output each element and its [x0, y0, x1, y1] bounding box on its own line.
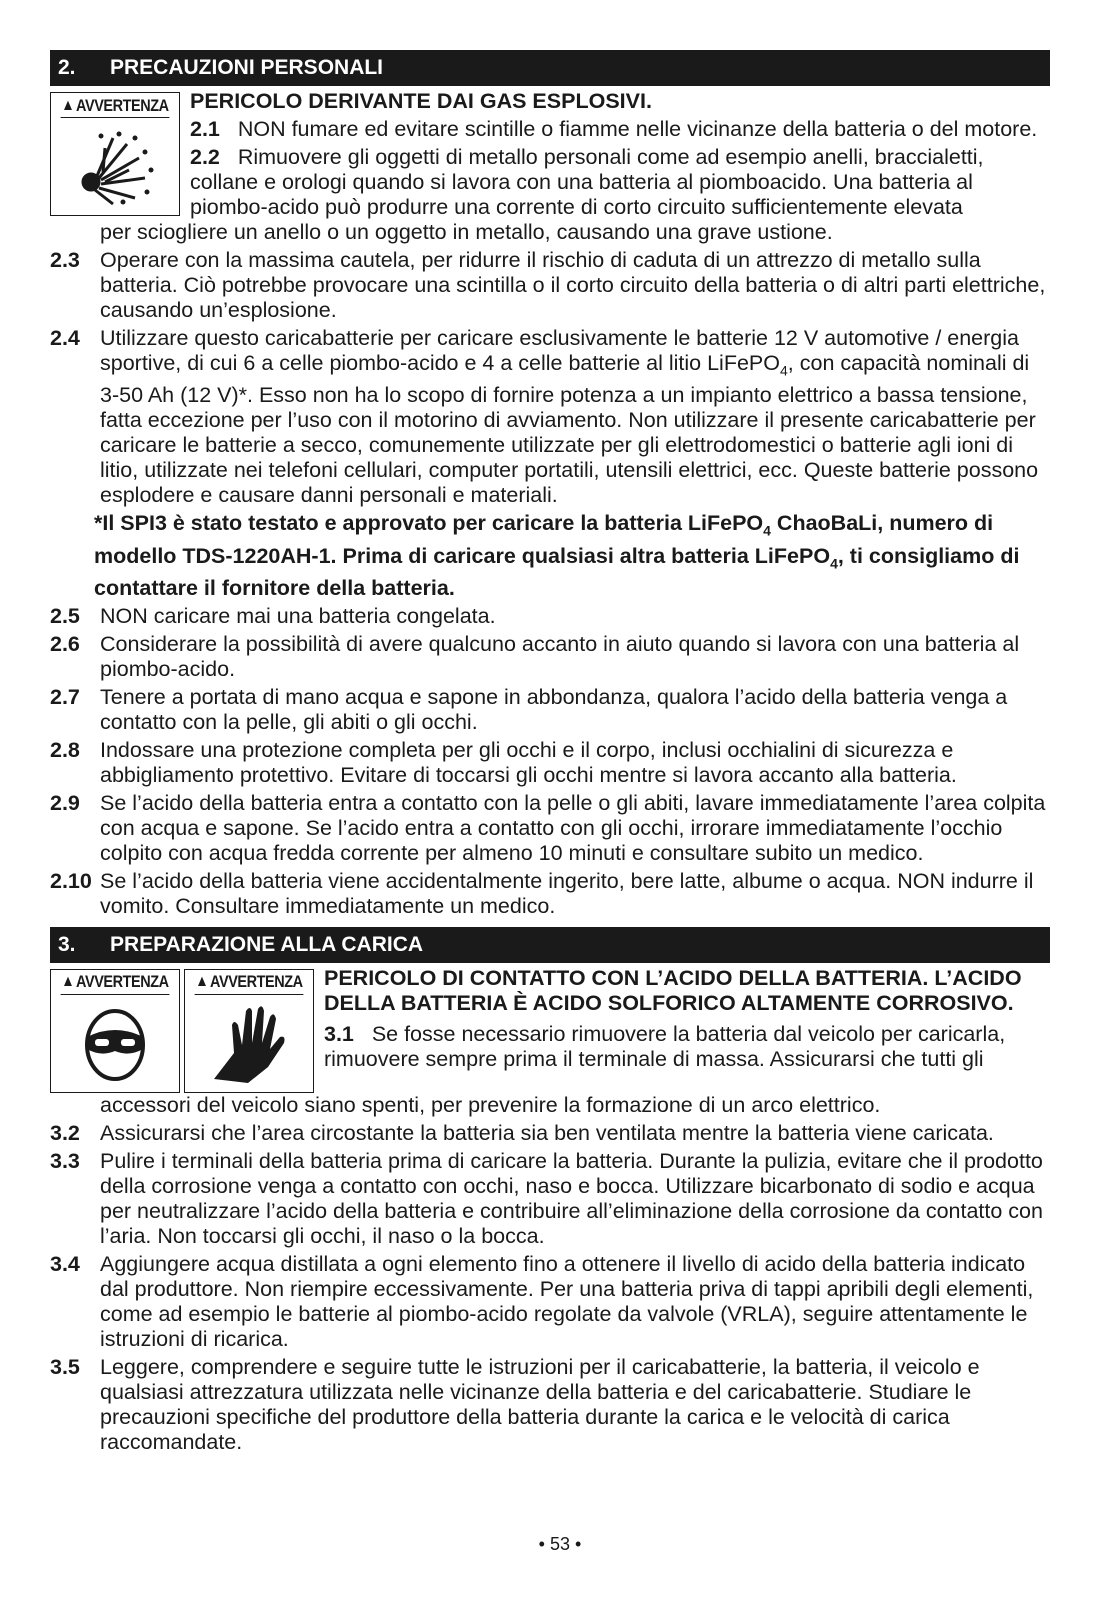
- section-2-header: [50, 50, 1050, 86]
- section-number: 3.: [58, 932, 76, 956]
- glove-icon: [185, 995, 313, 1091]
- lifepo4-note: *Il SPI3 è stato testato e approvato per caricare la batteria LiFePO$_4$ ChaoBaLi, numero di modello TDS-1220AH-1. Prima di caricare qualsiasi altra batteria LiFePO$_4$, ti consigliamo di contattare il fornitore della batteria.: [94, 511, 1020, 600]
- item-3-5: 3.5 Leggere, comprendere e seguire tutte le istruzioni per il caricabatterie, la batteria, il veicolo e qualsiasi attrezzatura utilizzata nelle vicinanze della batteria e del caricabatterie. Studiare le precauzioni specifiche del produttore della batteria durante la carica e le velocità di carica raccomandate.: [50, 1354, 980, 1454]
- item-2-9: 2.9 Se l’acido della batteria entra a contatto con la pelle o gli abiti, lavare immediatamente l’area colpita con acqua e sapone. Se l’acido entra a contatto con gli occhi, irrorare immediatamente l’occhio colpito con acqua fredda corrente per almeno 10 minuti e consultare subito un medico.: [50, 790, 1046, 865]
- warning-triangle-icon: ▲: [195, 973, 209, 991]
- safety-goggles-icon: [51, 995, 179, 1091]
- warning-box-glove: [184, 969, 314, 1093]
- item-3-4: 3.4 Aggiungere acqua distillata a ogni elemento fino a ottenere il livello di acido della batteria indicato dal produttore. Non riempire eccessivamente. Per una batteria priva di tappi apribili degli elementi, come ad esempio le batterie al piombo-acido regolate da valvole (VRLA), seguire attentamente le istruzioni di ricarica.: [50, 1251, 1034, 1351]
- item-3-3: 3.3 Pulire i terminali della batteria prima di caricare la batteria. Durante la pulizia, evitare che il prodotto della corrosione venga a contatto con occhi, naso e bocca. Utilizzare bicarbonato di sodio e acqua per neutralizzare l’acido della batteria e contribuire all’eliminazione della corrosione da contatto con l’aria. Non toccarsi gli occhi, il naso o la bocca.: [50, 1148, 1043, 1248]
- item-2-2: 2.2 Rimuovere gli oggetti di metallo personali come ad esempio anelli, braccialetti, collane e orologi quando si lavora con una batteria al piomboacido. Una batteria al piombo-acido può produrre una corrente di corto circuito sufficientemente elevata: [190, 145, 984, 219]
- hazard-heading: PERICOLO DERIVANTE DAI GAS ESPLOSIVI.: [190, 89, 652, 113]
- warning-triangle-icon: ▲: [61, 96, 75, 114]
- page-number: • 53 •: [538, 1534, 582, 1554]
- warning-block-acid: [50, 963, 1050, 1093]
- warning-block-explosive: [50, 86, 1050, 220]
- item-2-10: 2.10 Se l’acido della batteria viene accidentalmente ingerito, bere latte, albume o acqua. NON indurre il vomito. Consultare immediatamente un medico.: [50, 868, 1034, 918]
- item-2-2-continuation: per sciogliere un anello o un oggetto in metallo, causando una grave ustione.: [100, 220, 833, 244]
- warning-text: [190, 86, 1050, 220]
- section-3-header: [50, 927, 1050, 963]
- warning-label: ▲ AVVERTENZA: [195, 970, 304, 995]
- item-2-3: 2.3 Operare con la massima cautela, per ridurre il rischio di caduta di un attrezzo di metallo sulla batteria. Ciò potrebbe provocare una scintilla o il corto circuito della batteria o di altri parti elettriche, causando un’esplosione.: [50, 248, 1046, 322]
- hazard-heading: PERICOLO DI CONTATTO CON L’ACIDO DELLA BATTERIA. L’ACIDO DELLA BATTERIA È ACIDO SOLFORICO ALTAMENTE CORROSIVO.: [324, 965, 1022, 1015]
- item-2-4: 2.4 Utilizzare questo caricabatterie per caricare esclusivamente le batterie 12 V automotive / energia sportive, di cui 6 a celle piombo-acido e 4 a celle batterie al litio LiFePO$_4$, con capacità nominali di 3-50 Ah (12 V)*. Esso non ha lo scopo di fornire potenza a un impianto elettrico a bassa tensione, fatta eccezione per l’uso con il motorino di avviamento. Non utilizzare il presente caricabatterie per caricare le batterie a secco, comunemente utilizzate per gli elettrodomestici o batterie agli ioni di litio, utilizzate nei telefoni cellulari, computer portatili, utensili elettrici, ecc. Queste batterie possono esplodere e causare danni personali e materiali.: [50, 326, 1039, 508]
- warning-label: ▲ AVVERTENZA: [61, 93, 170, 118]
- explosion-icon: [51, 118, 179, 214]
- item-3-2: 3.2 Assicurarsi che l’area circostante la batteria sia ben ventilata mentre la batteria viene caricata.: [50, 1120, 994, 1145]
- section-number: 2.: [58, 56, 76, 79]
- item-2-7: 2.7 Tenere a portata di mano acqua e sapone in abbondanza, qualora l’acido della batteria venga a contatto con la pelle, gli abiti o gli occhi.: [50, 684, 1008, 734]
- warning-box: [50, 92, 180, 216]
- warning-box-goggles: [50, 969, 180, 1093]
- section-title: PRECAUZIONI PERSONALI: [110, 56, 384, 79]
- item-3-1: 3.1 Se fosse necessario rimuovere la batteria dal veicolo per caricarla, rimuovere sempre prima il terminale di massa. Assicurarsi che tutti gli: [324, 1021, 1006, 1071]
- item-2-6: 2.6 Considerare la possibilità di avere qualcuno accanto in aiuto quando si lavora con una batteria al piombo-acido.: [50, 631, 1020, 681]
- warning-triangle-icon: ▲: [61, 973, 75, 991]
- item-2-5: 2.5 NON caricare mai una batteria congelata.: [50, 603, 496, 628]
- item-3-1-continuation: accessori del veicolo siano spenti, per prevenire la formazione di un arco elettrico.: [100, 1092, 881, 1117]
- item-2-8: 2.8 Indossare una protezione completa per gli occhi e il corpo, inclusi occhialini di sicurezza e abbigliamento protettivo. Evitare di toccarsi gli occhi mentre si lavora accanto alla batteria.: [50, 737, 957, 787]
- manual-page: [50, 50, 1050, 1455]
- warning-label: ▲ AVVERTENZA: [61, 970, 170, 995]
- item-2-1: 2.1 NON fumare ed evitare scintille o fiamme nelle vicinanze della batteria o del motore.: [190, 117, 1038, 141]
- warning-text: [324, 963, 1050, 1093]
- section-title: PREPARAZIONE ALLA CARICA: [110, 932, 424, 956]
